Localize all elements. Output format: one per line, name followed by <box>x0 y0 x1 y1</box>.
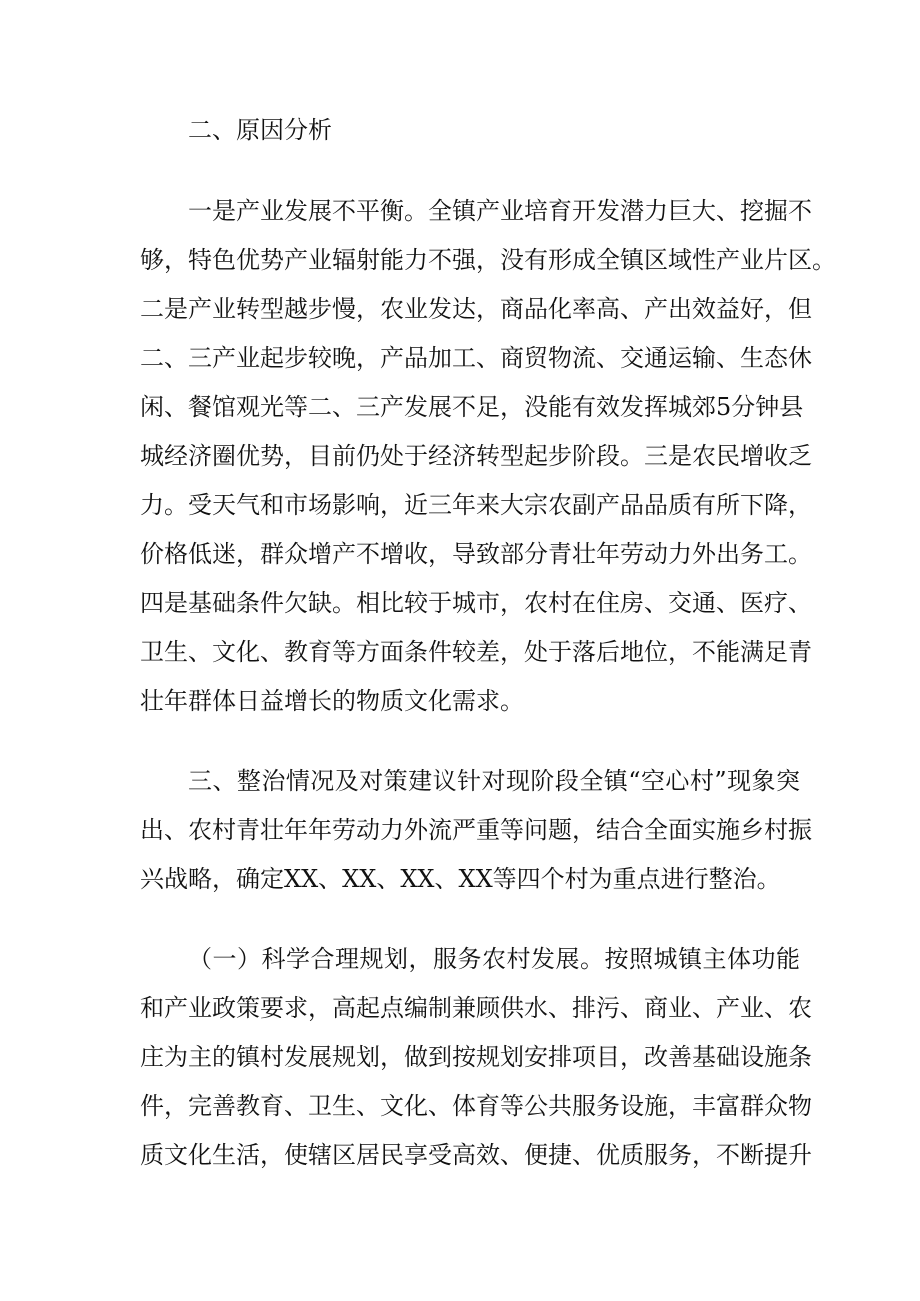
paragraph-line: 城经济圈优势，目前仍处于经济转型起步阶段。三是农民增收乏 <box>140 442 812 470</box>
paragraph-line: 卫生、文化、教育等方面条件较差，处于落后地位，不能满足青 <box>140 638 812 666</box>
section-heading-causes: 二、原因分析 <box>188 116 332 144</box>
paragraph-line: 二是产业转型越步慢，农业发达，商品化率高、产出效益好，但 <box>140 295 812 323</box>
paragraph-line: 出、农村青壮年年劳动力外流严重等问题，结合全面实施乡村振 <box>140 816 812 844</box>
paragraph-line: 闲、餐馆观光等二、三产发展不足，没能有效发挥城郊5分钟县 <box>140 393 804 421</box>
paragraph-line: 力。受天气和市场影响，近三年来大宗农副产品品质有所下降， <box>140 491 812 519</box>
paragraph-line: 质文化生活，使辖区居民享受高效、便捷、优质服务，不断提升 <box>140 1141 812 1169</box>
paragraph-line: 一是产业发展不平衡。全镇产业培育开发潜力巨大、挖掘不 <box>188 197 812 225</box>
paragraph-line: 件，完善教育、卫生、文化、体育等公共服务设施，丰富群众物 <box>140 1092 812 1120</box>
paragraph-line: 价格低迷，群众增产不增收，导致部分青壮年劳动力外出务工。 <box>140 540 812 568</box>
paragraph-line: 四是基础条件欠缺。相比较于城市，农村在住房、交通、医疗、 <box>140 589 812 617</box>
paragraph-line: 壮年群体日益增长的物质文化需求。 <box>140 687 524 715</box>
paragraph-line: 二、三产业起步较晚，产品加工、商贸物流、交通运输、生态休 <box>140 344 812 372</box>
section-heading-measures: 三、整治情况及对策建议针对现阶段全镇“空心村”现象突 <box>188 767 800 795</box>
paragraph-line: 兴战略，确定XX、XX、XX、XX等四个村为重点进行整治。 <box>140 865 781 893</box>
paragraph-line: 够，特色优势产业辐射能力不强，没有形成全镇区域性产业片区。 <box>140 246 836 274</box>
paragraph-line: 和产业政策要求，高起点编制兼顾供水、排污、商业、产业、农 <box>140 994 812 1022</box>
paragraph-line: 庄为主的镇村发展规划，做到按规划安排项目，改善基础设施条 <box>140 1043 812 1071</box>
subsection-heading-planning: （一）科学合理规划，服务农村发展。按照城镇主体功能 <box>188 945 800 973</box>
